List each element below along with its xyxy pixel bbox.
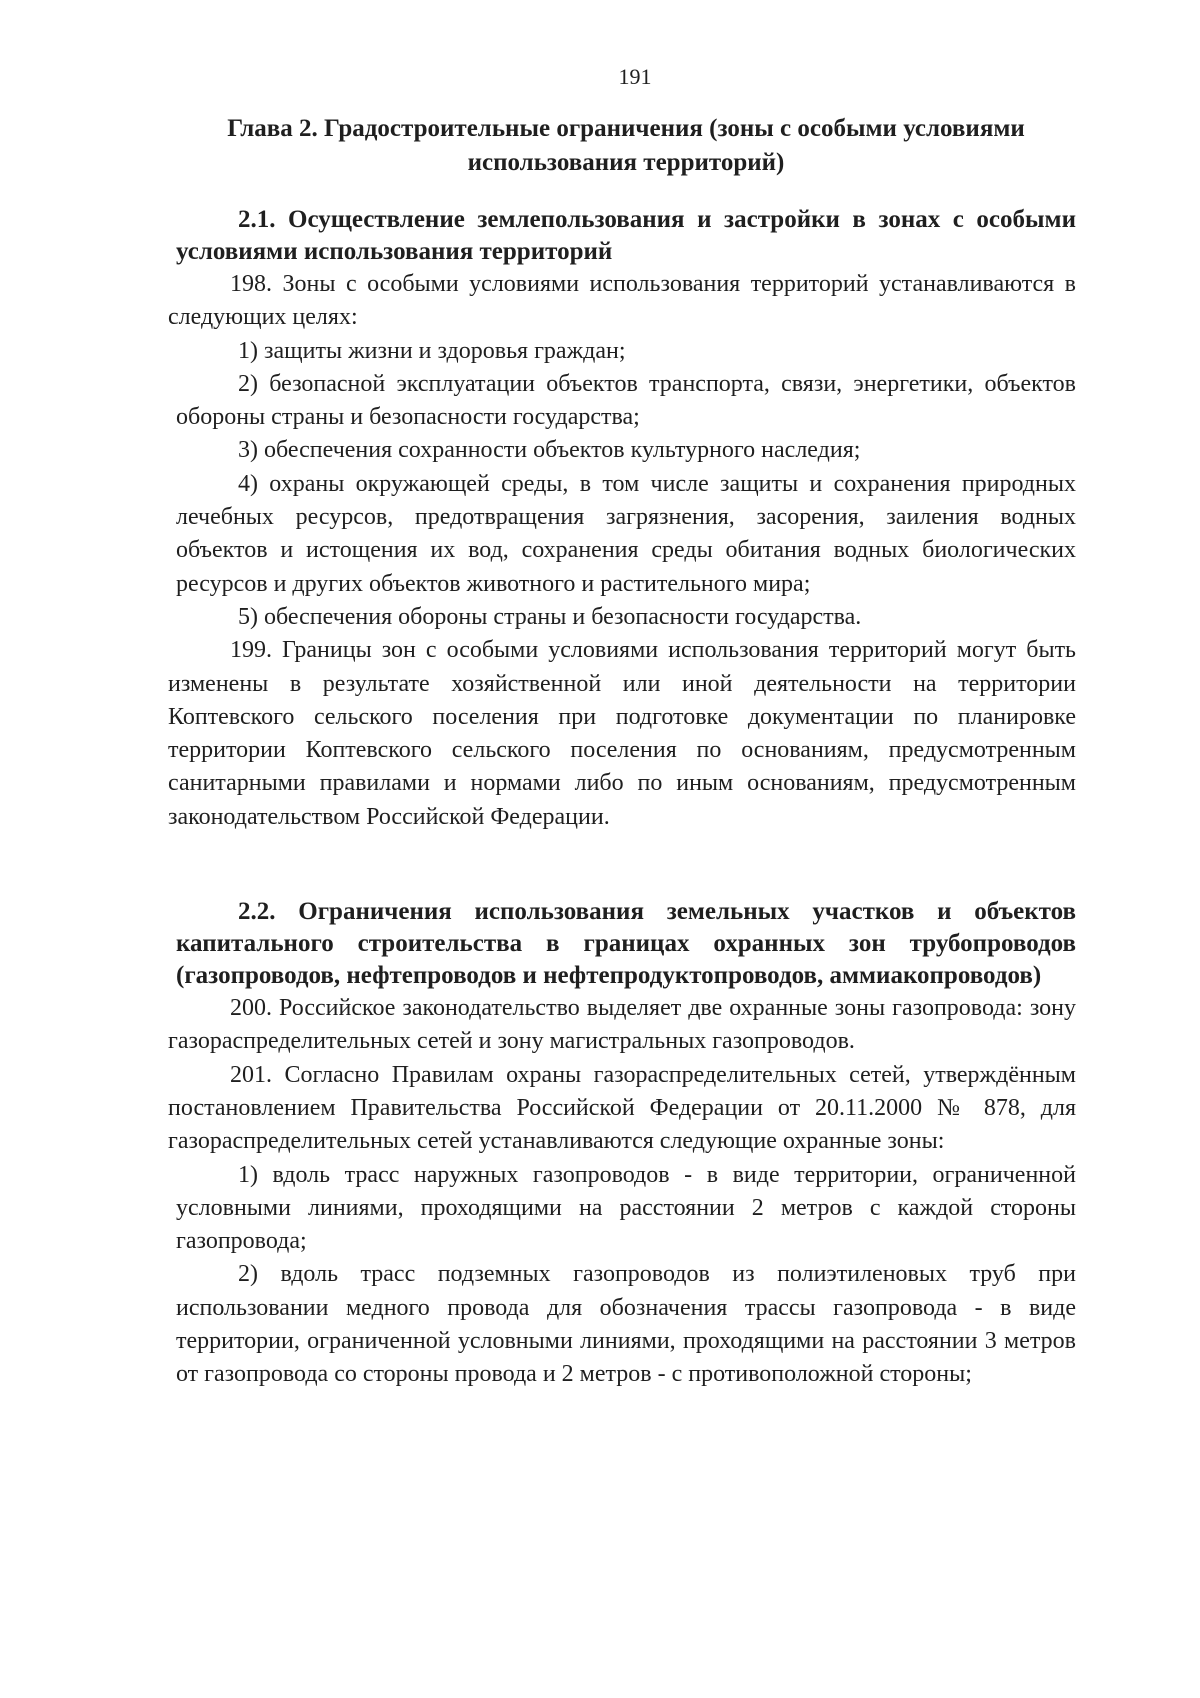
list-item-198-3: 3) обеспечения сохранности объектов культурного наследия; <box>238 437 861 464</box>
paragraph-201: 201. Согласно Правилам охраны газораспределительных сетей, утверждённым постановлением Правительства Российской Федерации от 20.11.2000 № 878, для газораспределительных сетей устанавливаются следующие охранные зоны: <box>168 1061 1076 1155</box>
list-item-198-2: 2) безопасной эксплуатации объектов транспорта, связи, энергетики, объектов обороны страны и безопасности государства; <box>176 370 1076 431</box>
chapter-title-line-1: Глава 2. Градостроительные ограничения (зоны с особыми условиями <box>227 115 1025 142</box>
paragraph-200: 200. Российское законодательство выделяет две охранные зоны газопровода: зону газораспределительных сетей и зону магистральных газопроводов. <box>168 995 1076 1055</box>
paragraph-198: 198. Зоны с особыми условиями использования территорий устанавливаются в следующих целях: <box>168 271 1076 331</box>
page-number: 191 <box>618 64 652 89</box>
section-2-1-heading: 2.1. Осуществление землепользования и застройки в зонах с особыми условиями использования территорий <box>176 206 1076 265</box>
chapter-title-line-2: использования территорий) <box>467 149 785 176</box>
paragraph-199: 199. Границы зон с особыми условиями использования территорий могут быть изменены в результате хозяйственной или иной деятельности на территории Коптевского сельского поселения при подготовке документации по планировке территории Коптевского сельского поселения по основаниям, предусмотренным санитарными правилами и нормами либо по иным основаниям, предусмотренным законодательством Российской Федерации. <box>168 637 1076 830</box>
section-2-2-heading: 2.2. Ограничения использования земельных участков и объектов капитального строительства в границах охранных зон трубопроводов (газопроводов, нефтепроводов и нефтепродуктопроводов, аммиакопроводов) <box>176 898 1076 990</box>
list-item-198-5: 5) обеспечения обороны страны и безопасности государства. <box>238 603 862 630</box>
list-item-201-1: 1) вдоль трасс наружных газопроводов - в виде территории, ограниченной условными линиями, проходящими на расстоянии 2 метров с каждой стороны газопровода; <box>176 1161 1076 1255</box>
list-item-198-1: 1) защиты жизни и здоровья граждан; <box>238 337 626 364</box>
list-item-201-2: 2) вдоль трасс подземных газопроводов из полиэтиленовых труб при использовании медного провода для обозначения трассы газопровода - в виде территории, ограниченной условными линиями, проходящими на расстоянии 3 метров от газопровода со стороны провода и 2 метров - с противоположной стороны; <box>176 1261 1076 1388</box>
list-item-198-4: 4) охраны окружающей среды, в том числе защиты и сохранения природных лечебных ресурсов, предотвращения загрязнения, засорения, заиления водных объектов и истощения их вод, сохранения среды обитания водных биологических ресурсов и других объектов животного и растительного мира; <box>176 470 1076 597</box>
document-body <box>168 112 1076 1392</box>
